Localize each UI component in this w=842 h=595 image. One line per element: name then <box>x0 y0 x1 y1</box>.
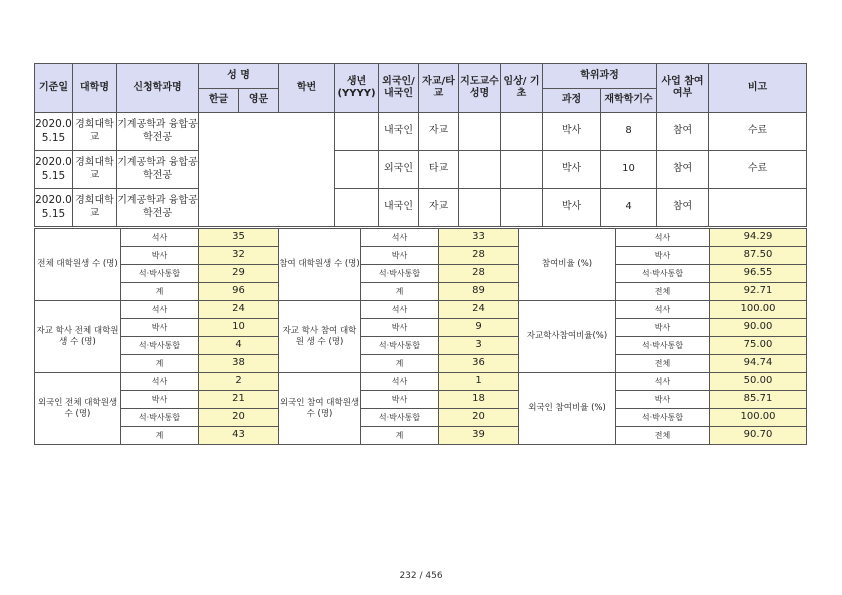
cell-univ: 경희대학 교 <box>73 151 117 189</box>
stats-row <box>35 355 807 373</box>
header-dept: 신청학과명 <box>117 64 199 113</box>
stats-row <box>35 319 807 337</box>
cell-course: 박사 <box>543 113 601 151</box>
cell-note <box>709 189 807 227</box>
cell-foreign: 내국인 <box>379 113 419 151</box>
ratio-category: 전체 <box>616 427 710 445</box>
header-own-other: 자교/타 교 <box>419 64 459 113</box>
ratio-category: 석·박사통합 <box>616 337 710 355</box>
header-date: 기준일 <box>35 64 73 113</box>
cell-semester: 8 <box>601 113 657 151</box>
total-value: 29 <box>199 265 279 283</box>
cell-own-other: 자교 <box>419 189 459 227</box>
ratio-category: 석·박사통합 <box>616 265 710 283</box>
stats-row <box>35 391 807 409</box>
total-category: 석·박사통합 <box>121 337 199 355</box>
participant-value: 9 <box>439 319 519 337</box>
cell-course: 박사 <box>543 189 601 227</box>
participant-value: 18 <box>439 391 519 409</box>
cell-clinic <box>501 113 543 151</box>
cell-name-blank <box>199 189 335 227</box>
header-participate: 사업 참여 여부 <box>657 64 709 113</box>
ratio-value: 85.71 <box>710 391 807 409</box>
header-degree: 학위과정 <box>543 64 657 89</box>
ratio-category: 박사 <box>616 319 710 337</box>
participant-value: 24 <box>439 301 519 319</box>
participant-category: 석·박사통합 <box>361 409 439 427</box>
cell-participate: 참여 <box>657 189 709 227</box>
participant-value: 20 <box>439 409 519 427</box>
table-row <box>35 189 807 227</box>
total-value: 43 <box>199 427 279 445</box>
participant-category: 계 <box>361 427 439 445</box>
cell-advisor <box>459 113 501 151</box>
ratio-category: 박사 <box>616 391 710 409</box>
total-value: 96 <box>199 283 279 301</box>
total-category: 계 <box>121 355 199 373</box>
stats-row <box>35 337 807 355</box>
header-univ: 대학명 <box>73 64 117 113</box>
total-value: 10 <box>199 319 279 337</box>
participant-value: 89 <box>439 283 519 301</box>
total-value: 4 <box>199 337 279 355</box>
participant-category: 박사 <box>361 391 439 409</box>
ratio-category: 전체 <box>616 283 710 301</box>
participant-category: 계 <box>361 283 439 301</box>
participant-value: 3 <box>439 337 519 355</box>
cell-name-blank <box>199 113 335 151</box>
header-advisor: 지도교수 성명 <box>459 64 501 113</box>
header-course: 과정 <box>543 89 601 113</box>
cell-univ: 경희대학 교 <box>73 113 117 151</box>
ratio-value: 100.00 <box>710 301 807 319</box>
header-note: 비고 <box>709 64 807 113</box>
total-value: 21 <box>199 391 279 409</box>
cell-birth <box>335 189 379 227</box>
participant-category: 계 <box>361 355 439 373</box>
stats-row <box>35 229 807 247</box>
header-birth: 생년 (YYYY) <box>335 64 379 113</box>
participant-value: 39 <box>439 427 519 445</box>
cell-name-blank <box>199 151 335 189</box>
participant-value: 28 <box>439 247 519 265</box>
participant-label: 외국인 참여 대학원생 수 (명) <box>279 373 361 445</box>
participant-value: 28 <box>439 265 519 283</box>
total-label: 외국인 전체 대학원생 수 (명) <box>35 373 121 445</box>
participant-category: 박사 <box>361 319 439 337</box>
total-value: 2 <box>199 373 279 391</box>
participant-label: 자교 학사 참여 대학원 생 수 (명) <box>279 301 361 373</box>
total-category: 박사 <box>121 391 199 409</box>
ratio-category: 석사 <box>616 301 710 319</box>
stats-row <box>35 283 807 301</box>
total-category: 석사 <box>121 301 199 319</box>
participation-stats-table <box>34 228 807 445</box>
ratio-value: 100.00 <box>710 409 807 427</box>
ratio-value: 75.00 <box>710 337 807 355</box>
header-student-no: 학번 <box>279 64 335 113</box>
participant-value: 36 <box>439 355 519 373</box>
table-row <box>35 151 807 189</box>
student-list-table <box>34 63 807 227</box>
cell-clinic <box>501 151 543 189</box>
cell-semester: 10 <box>601 151 657 189</box>
ratio-category: 박사 <box>616 247 710 265</box>
ratio-value: 90.70 <box>710 427 807 445</box>
participant-category: 석사 <box>361 373 439 391</box>
ratio-label: 외국인 참여비율 (%) <box>519 373 616 445</box>
cell-note: 수료 <box>709 113 807 151</box>
cell-course: 박사 <box>543 151 601 189</box>
cell-birth <box>335 113 379 151</box>
total-value: 32 <box>199 247 279 265</box>
total-category: 계 <box>121 283 199 301</box>
cell-note: 수료 <box>709 151 807 189</box>
total-value: 35 <box>199 229 279 247</box>
participant-category: 석사 <box>361 301 439 319</box>
ratio-category: 전체 <box>616 355 710 373</box>
cell-date: 2020.0 5.15 <box>35 189 73 227</box>
ratio-category: 석사 <box>616 229 710 247</box>
cell-participate: 참여 <box>657 151 709 189</box>
ratio-value: 50.00 <box>710 373 807 391</box>
cell-date: 2020.0 5.15 <box>35 113 73 151</box>
total-label: 자교 학사 전체 대학원생 수 (명) <box>35 301 121 373</box>
cell-dept: 기계공학과 융합공 학전공 <box>117 151 199 189</box>
total-category: 박사 <box>121 247 199 265</box>
cell-advisor <box>459 189 501 227</box>
total-value: 20 <box>199 409 279 427</box>
stats-row <box>35 373 807 391</box>
cell-own-other: 자교 <box>419 113 459 151</box>
participant-label: 참여 대학원생 수 (명) <box>279 229 361 301</box>
header-name-kr: 한글 <box>199 89 239 113</box>
total-value: 38 <box>199 355 279 373</box>
ratio-value: 87.50 <box>710 247 807 265</box>
participant-value: 33 <box>439 229 519 247</box>
stats-row <box>35 409 807 427</box>
total-value: 24 <box>199 301 279 319</box>
cell-clinic <box>501 189 543 227</box>
participant-category: 석·박사통합 <box>361 265 439 283</box>
header-clinic: 임상/ 기초 <box>501 64 543 113</box>
stats-row <box>35 247 807 265</box>
stats-row <box>35 427 807 445</box>
cell-univ: 경희대학 교 <box>73 189 117 227</box>
cell-birth <box>335 151 379 189</box>
total-category: 박사 <box>121 319 199 337</box>
stats-row <box>35 301 807 319</box>
cell-semester: 4 <box>601 189 657 227</box>
ratio-value: 94.29 <box>710 229 807 247</box>
cell-dept: 기계공학과 융합공 학전공 <box>117 189 199 227</box>
ratio-value: 92.71 <box>710 283 807 301</box>
participant-category: 석·박사통합 <box>361 337 439 355</box>
total-label: 전체 대학원생 수 (명) <box>35 229 121 301</box>
participant-category: 석사 <box>361 229 439 247</box>
ratio-value: 96.55 <box>710 265 807 283</box>
cell-foreign: 내국인 <box>379 189 419 227</box>
total-category: 석·박사통합 <box>121 265 199 283</box>
ratio-label: 참여비율 (%) <box>519 229 616 301</box>
header-name: 성 명 <box>199 64 279 89</box>
ratio-category: 석사 <box>616 373 710 391</box>
total-category: 석사 <box>121 373 199 391</box>
ratio-value: 94.74 <box>710 355 807 373</box>
stats-row <box>35 265 807 283</box>
page-number: 232 / 456 <box>399 571 443 581</box>
total-category: 계 <box>121 427 199 445</box>
total-category: 석사 <box>121 229 199 247</box>
cell-dept: 기계공학과 융합공 학전공 <box>117 113 199 151</box>
ratio-category: 석·박사통합 <box>616 409 710 427</box>
header-foreign: 외국인/ 내국인 <box>379 64 419 113</box>
cell-date: 2020.0 5.15 <box>35 151 73 189</box>
header-name-en: 영문 <box>239 89 279 113</box>
participant-category: 박사 <box>361 247 439 265</box>
cell-own-other: 타교 <box>419 151 459 189</box>
cell-participate: 참여 <box>657 113 709 151</box>
table-row <box>35 113 807 151</box>
cell-advisor <box>459 151 501 189</box>
ratio-label: 자교학사참여비율(%) <box>519 301 616 373</box>
cell-foreign: 외국인 <box>379 151 419 189</box>
ratio-value: 90.00 <box>710 319 807 337</box>
participant-value: 1 <box>439 373 519 391</box>
total-category: 석·박사통합 <box>121 409 199 427</box>
header-semester: 재학학기수 <box>601 89 657 113</box>
